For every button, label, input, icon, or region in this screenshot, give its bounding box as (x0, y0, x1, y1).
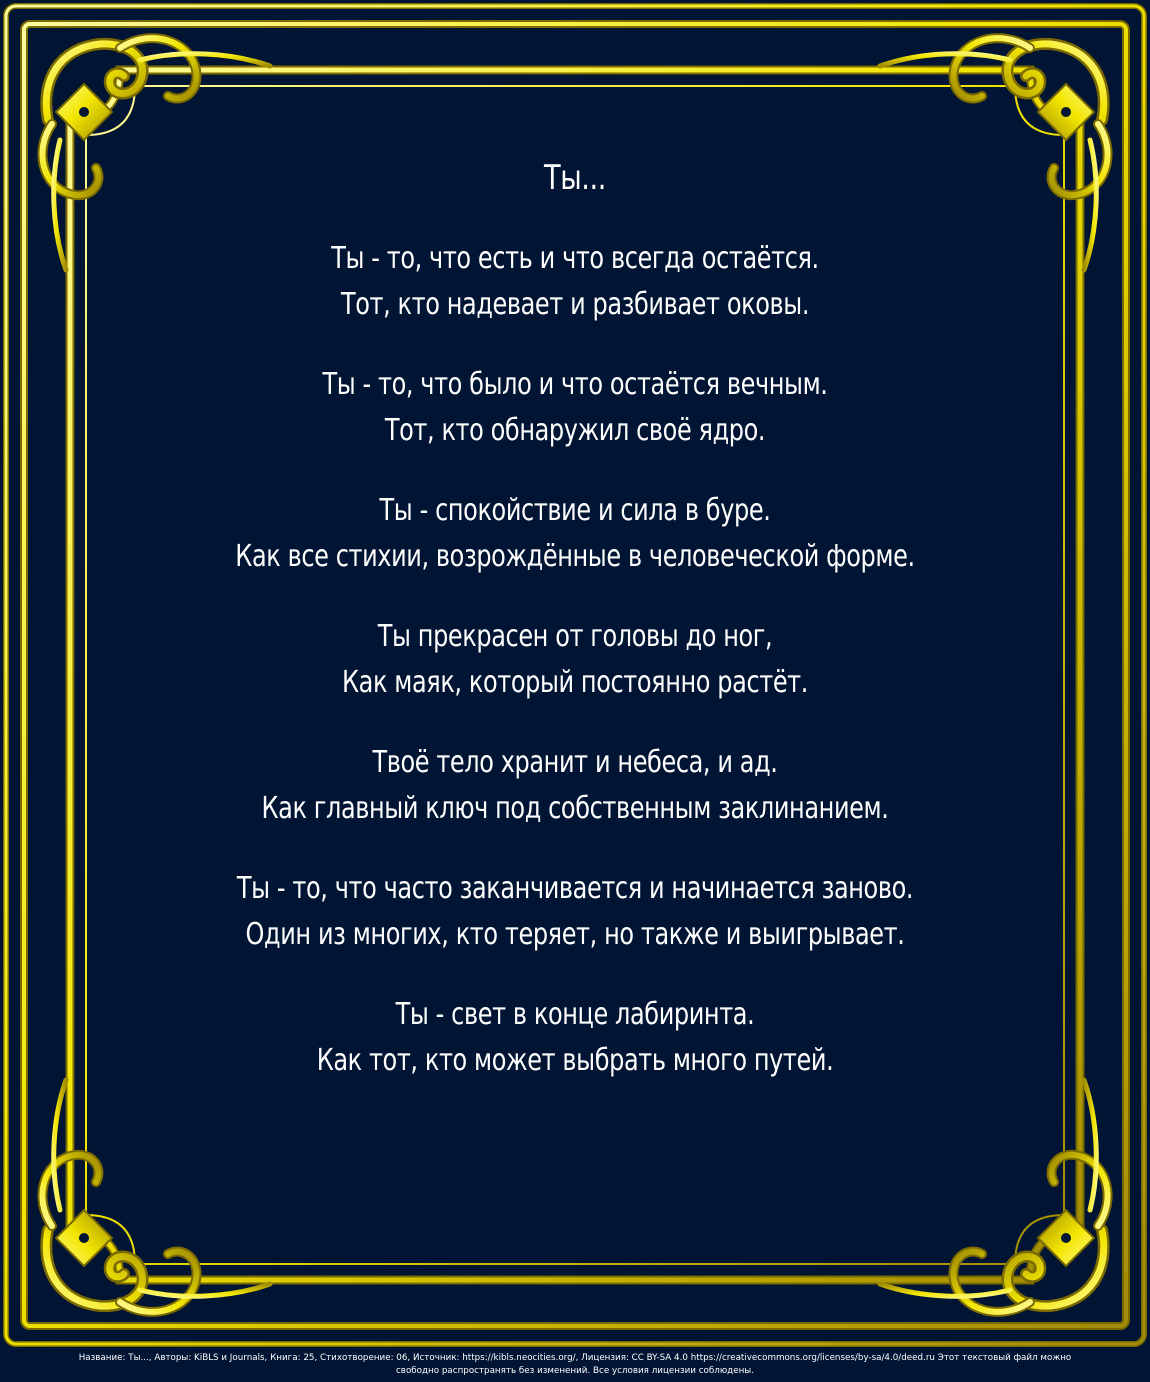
poem-line: Твоё тело хранит и небеса, и ад. (372, 745, 778, 780)
poem-line: Как тот, кто может выбрать много путей. (316, 1043, 834, 1078)
poem-line: Тот, кто обнаружил своё ядро. (384, 413, 766, 448)
license-line-2: свободно распространять без изменений. Все условия лицензии соблюдены. (396, 1366, 754, 1376)
poem-title: Ты... (543, 158, 607, 198)
stanza-7 (211, 992, 939, 1084)
stanza-4 (211, 614, 939, 706)
stanza-5 (211, 740, 939, 832)
poem-line: Ты - то, что есть и что всегда остаётся. (331, 241, 819, 276)
poem-line: Ты - свет в конце лабиринта. (395, 997, 755, 1032)
poem-line: Один из многих, кто теряет, но также и выигрывает. (245, 917, 905, 952)
poem-text (211, 148, 939, 1118)
poem-line: Как главный ключ под собственным заклинанием. (261, 791, 889, 826)
poem-line: Как маяк, который постоянно растёт. (342, 665, 808, 700)
license-footer (0, 1352, 1150, 1382)
poem-line: Как все стихии, возрождённые в человеческой форме. (235, 539, 915, 574)
poem-line: Ты - то, что было и что остаётся вечным. (322, 367, 828, 402)
stanza-2 (211, 362, 939, 454)
stanza-1 (211, 236, 939, 328)
poem-line: Ты - то, что часто заканчивается и начинается заново. (236, 871, 914, 906)
poem-line: Ты прекрасен от головы до ног, (377, 619, 773, 654)
poem-line: Тот, кто надевает и разбивает оковы. (340, 287, 810, 322)
stanza-6 (211, 866, 939, 958)
stanza-3 (211, 488, 939, 580)
license-line-1: Название: Ты..., Авторы: KiBLS и Journals, Книга: 25, Стихотворение: 06, Источник: https://kibls.neocities.org/, Лицензия: CC BY-SA 4.0 https://creativecommons.org/licenses/by-sa/4.0/deed.ru Этот текстовый файл можно (78, 1353, 1072, 1363)
poem-line: Ты - спокойствие и сила в буре. (379, 493, 771, 528)
